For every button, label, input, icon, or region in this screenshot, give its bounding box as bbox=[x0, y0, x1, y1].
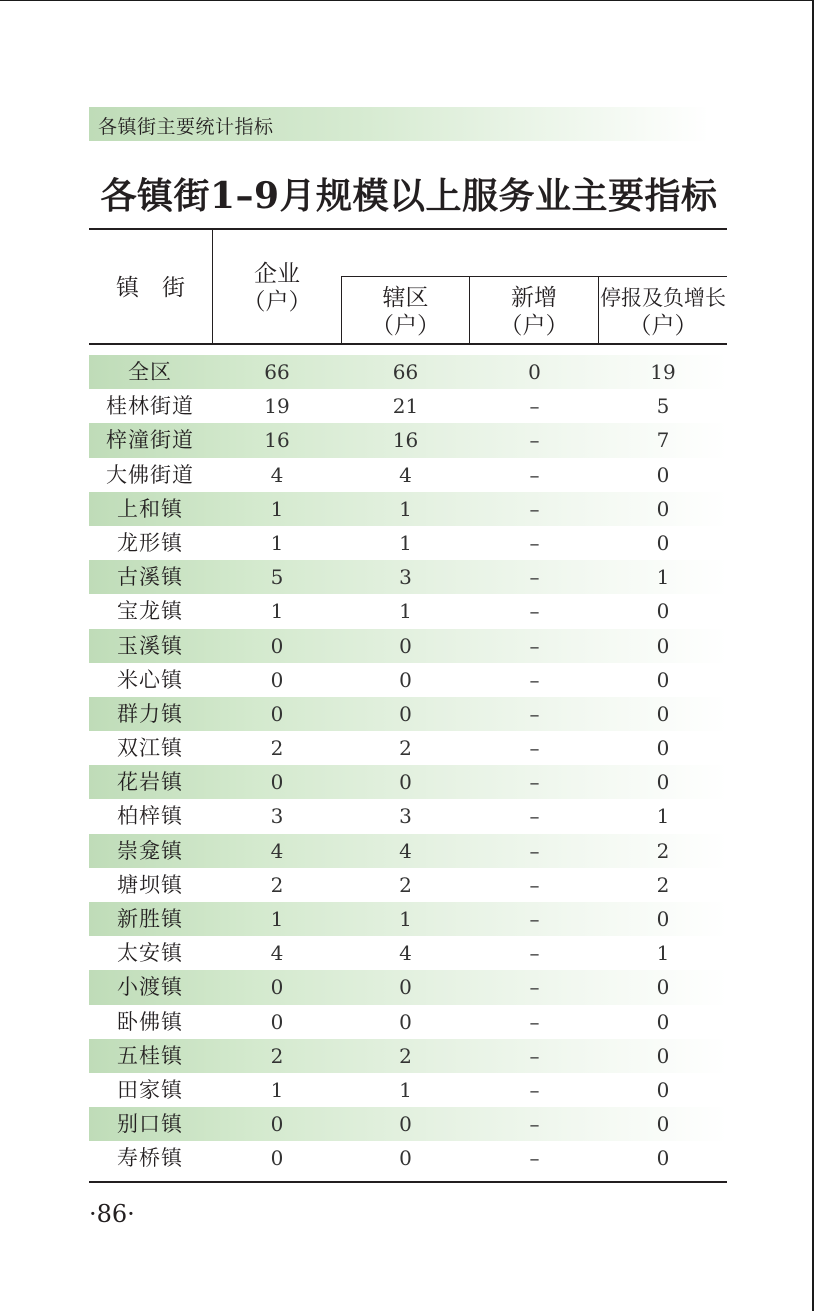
new-count: – bbox=[529, 1112, 540, 1137]
table-bottom-rule bbox=[89, 1181, 727, 1183]
town-name: 崇龛镇 bbox=[117, 838, 183, 863]
town-name: 上和镇 bbox=[117, 496, 183, 521]
new-count: – bbox=[529, 530, 540, 555]
town-name: 塘坝镇 bbox=[117, 872, 183, 897]
town-name: 寿桥镇 bbox=[117, 1146, 183, 1171]
page-title: 各镇街1–9月规模以上服务业主要指标 bbox=[100, 175, 718, 217]
new-count: – bbox=[529, 1146, 540, 1171]
enterprise-count: 3 bbox=[270, 804, 284, 829]
page-top-border bbox=[0, 0, 814, 1]
table-row bbox=[89, 1141, 727, 1175]
header-subgroup-rule bbox=[341, 276, 727, 277]
new-count: – bbox=[529, 633, 540, 658]
negative-count: 0 bbox=[656, 975, 670, 1000]
new-count: – bbox=[529, 428, 540, 453]
enterprise-count: 4 bbox=[270, 838, 284, 863]
table-row bbox=[89, 526, 727, 560]
jurisdiction-count: 0 bbox=[399, 701, 412, 726]
new-count: – bbox=[529, 667, 540, 692]
table-row bbox=[89, 492, 727, 526]
jurisdiction-count: 3 bbox=[399, 804, 412, 829]
enterprise-count: 0 bbox=[270, 633, 284, 658]
header-negative-unit: （户） bbox=[628, 313, 698, 339]
enterprise-count: 2 bbox=[270, 736, 284, 761]
table-row bbox=[89, 389, 727, 423]
table-row bbox=[89, 629, 727, 663]
jurisdiction-count: 4 bbox=[399, 838, 412, 863]
jurisdiction-count: 0 bbox=[399, 633, 412, 658]
town-name: 新胜镇 bbox=[117, 907, 183, 931]
new-count: – bbox=[529, 907, 540, 931]
negative-count: 0 bbox=[656, 701, 670, 726]
negative-count: 0 bbox=[656, 633, 670, 658]
header-jurisdiction: 辖区 bbox=[382, 285, 429, 311]
enterprise-count: 4 bbox=[270, 462, 284, 487]
negative-count: 0 bbox=[656, 530, 670, 555]
town-name: 群力镇 bbox=[117, 701, 183, 726]
header-enterprise: 企业 bbox=[254, 261, 300, 287]
new-count: – bbox=[529, 599, 540, 624]
header-jurisdiction-unit: （户） bbox=[371, 313, 440, 339]
new-count: – bbox=[529, 872, 540, 897]
town-name: 双江镇 bbox=[117, 736, 183, 761]
table-row bbox=[89, 458, 727, 492]
negative-count: 0 bbox=[656, 907, 670, 931]
town-name: 桂林街道 bbox=[106, 394, 194, 419]
new-count: – bbox=[529, 1009, 540, 1034]
table-row bbox=[89, 834, 727, 868]
new-count: – bbox=[529, 394, 540, 419]
town-name: 宝龙镇 bbox=[117, 599, 183, 624]
town-name: 花岩镇 bbox=[117, 770, 183, 795]
page-number: ·86· bbox=[89, 1200, 135, 1228]
negative-count: 1 bbox=[656, 804, 670, 829]
negative-count: 0 bbox=[656, 667, 670, 692]
negative-count: 2 bbox=[656, 838, 670, 863]
town-name: 米心镇 bbox=[117, 667, 183, 692]
negative-count: 0 bbox=[656, 496, 670, 521]
negative-count: 0 bbox=[656, 1077, 670, 1102]
enterprise-count: 2 bbox=[270, 872, 284, 897]
table-row bbox=[89, 423, 727, 457]
new-count: – bbox=[529, 736, 540, 761]
jurisdiction-count: 3 bbox=[399, 565, 412, 590]
enterprise-count: 66 bbox=[264, 360, 290, 384]
enterprise-count: 5 bbox=[270, 565, 284, 590]
jurisdiction-count: 1 bbox=[399, 1077, 412, 1102]
enterprise-count: 0 bbox=[270, 701, 284, 726]
negative-count: 0 bbox=[656, 599, 670, 624]
jurisdiction-count: 2 bbox=[399, 872, 412, 897]
table-body bbox=[89, 355, 727, 1176]
negative-count: 0 bbox=[656, 1043, 670, 1068]
jurisdiction-count: 0 bbox=[399, 1112, 412, 1137]
table-row bbox=[89, 1107, 727, 1141]
new-count: – bbox=[529, 1043, 540, 1068]
new-count: – bbox=[529, 941, 540, 966]
table-row bbox=[89, 970, 727, 1004]
header-new: 新增 bbox=[511, 285, 557, 311]
negative-count: 19 bbox=[650, 360, 676, 384]
new-count: – bbox=[529, 701, 540, 726]
negative-count: 1 bbox=[656, 565, 670, 590]
negative-count: 0 bbox=[656, 1009, 670, 1034]
town-name: 田家镇 bbox=[117, 1077, 183, 1102]
new-count: – bbox=[529, 1077, 540, 1102]
jurisdiction-count: 2 bbox=[399, 1043, 412, 1068]
new-count: – bbox=[529, 975, 540, 1000]
jurisdiction-count: 66 bbox=[392, 360, 419, 384]
jurisdiction-count: 1 bbox=[399, 907, 412, 931]
town-name: 太安镇 bbox=[117, 941, 183, 966]
negative-count: 0 bbox=[656, 736, 670, 761]
town-name: 别口镇 bbox=[117, 1112, 183, 1137]
jurisdiction-count: 1 bbox=[399, 530, 412, 555]
enterprise-count: 0 bbox=[270, 1146, 284, 1171]
table-row bbox=[89, 868, 727, 902]
town-name: 古溪镇 bbox=[117, 565, 183, 590]
new-count: – bbox=[529, 565, 540, 590]
new-count: – bbox=[529, 462, 540, 487]
table-header-bottom-rule bbox=[89, 343, 727, 345]
table-row bbox=[89, 697, 727, 731]
enterprise-count: 0 bbox=[270, 1112, 284, 1137]
section-banner bbox=[89, 107, 709, 141]
negative-count: 7 bbox=[656, 428, 670, 453]
jurisdiction-count: 0 bbox=[399, 667, 412, 692]
enterprise-count: 0 bbox=[270, 770, 284, 795]
table-row bbox=[89, 1039, 727, 1073]
table-row bbox=[89, 663, 727, 697]
negative-count: 5 bbox=[656, 394, 670, 419]
table-row bbox=[89, 1005, 727, 1039]
jurisdiction-count: 4 bbox=[399, 462, 412, 487]
jurisdiction-count: 0 bbox=[399, 975, 412, 1000]
enterprise-count: 1 bbox=[270, 599, 284, 624]
table-row bbox=[89, 799, 727, 833]
town-name: 卧佛镇 bbox=[117, 1009, 183, 1034]
negative-count: 1 bbox=[656, 941, 670, 966]
table-top-rule bbox=[89, 228, 727, 230]
enterprise-count: 0 bbox=[270, 975, 284, 1000]
jurisdiction-count: 2 bbox=[399, 736, 412, 761]
enterprise-count: 1 bbox=[270, 496, 284, 521]
town-name: 龙形镇 bbox=[117, 530, 183, 555]
jurisdiction-count: 1 bbox=[399, 496, 412, 521]
jurisdiction-count: 16 bbox=[392, 428, 419, 453]
new-count: 0 bbox=[528, 360, 541, 384]
negative-count: 2 bbox=[656, 872, 670, 897]
jurisdiction-count: 1 bbox=[399, 599, 412, 624]
negative-count: 0 bbox=[656, 770, 670, 795]
table-row bbox=[89, 560, 727, 594]
jurisdiction-count: 0 bbox=[399, 770, 412, 795]
town-name: 全区 bbox=[128, 360, 172, 384]
town-name: 大佛街道 bbox=[106, 462, 194, 487]
enterprise-count: 0 bbox=[270, 1009, 284, 1034]
enterprise-count: 2 bbox=[270, 1043, 284, 1068]
new-count: – bbox=[529, 770, 540, 795]
jurisdiction-count: 4 bbox=[399, 941, 412, 966]
town-name: 梓潼街道 bbox=[106, 428, 194, 453]
table-row bbox=[89, 1073, 727, 1107]
new-count: – bbox=[529, 496, 540, 521]
table-row bbox=[89, 355, 727, 389]
section-banner-text: 各镇街主要统计指标 bbox=[98, 116, 274, 138]
town-name: 五桂镇 bbox=[117, 1043, 183, 1068]
town-name: 玉溪镇 bbox=[117, 633, 183, 658]
table-row bbox=[89, 594, 727, 628]
header-new-unit: （户） bbox=[499, 313, 569, 339]
enterprise-count: 1 bbox=[270, 530, 284, 555]
enterprise-count: 0 bbox=[270, 667, 284, 692]
enterprise-count: 19 bbox=[264, 394, 290, 419]
town-name: 柏梓镇 bbox=[117, 804, 183, 829]
table-row bbox=[89, 936, 727, 970]
header-enterprise-unit: （户） bbox=[242, 289, 312, 315]
enterprise-count: 1 bbox=[270, 907, 284, 931]
new-count: – bbox=[529, 838, 540, 863]
negative-count: 0 bbox=[656, 462, 670, 487]
enterprise-count: 1 bbox=[270, 1077, 284, 1102]
jurisdiction-count: 0 bbox=[399, 1146, 412, 1171]
enterprise-count: 16 bbox=[264, 428, 290, 453]
table-row bbox=[89, 902, 727, 936]
town-name: 小渡镇 bbox=[117, 975, 183, 1000]
table-row bbox=[89, 731, 727, 765]
enterprise-count: 4 bbox=[270, 941, 284, 966]
jurisdiction-count: 0 bbox=[399, 1009, 412, 1034]
negative-count: 0 bbox=[656, 1112, 670, 1137]
table-row bbox=[89, 765, 727, 799]
new-count: – bbox=[529, 804, 540, 829]
header-town: 镇 街 bbox=[116, 275, 185, 301]
header-negative: 停报及负增长 bbox=[600, 286, 726, 310]
jurisdiction-count: 21 bbox=[392, 394, 419, 419]
negative-count: 0 bbox=[656, 1146, 670, 1171]
